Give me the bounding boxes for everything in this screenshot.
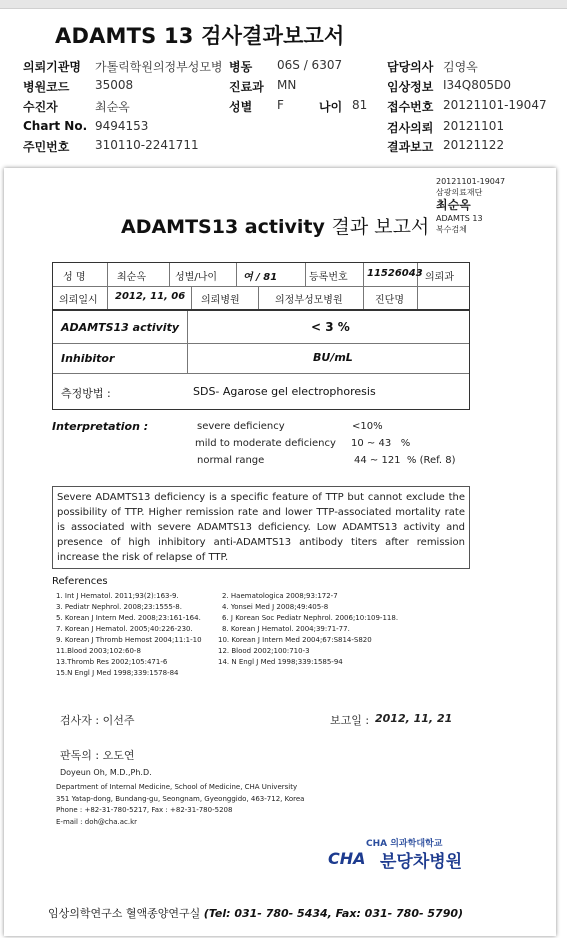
method-value: SDS- Agarose gel electrophoresis: [193, 385, 376, 398]
reference-item: 7. Korean J Hematol. 2005;40:226-230.: [56, 625, 193, 633]
phone-line: Phone : +82-31-780-5217, Fax : +82-31-780-5208: [56, 806, 233, 814]
reg-no-label: 등록번호: [309, 272, 348, 283]
label-sex: 성별: [229, 100, 253, 114]
university-name: CHA 의과학대학교: [366, 839, 443, 849]
reference-item: 11.Blood 2003;102:60-8: [56, 647, 141, 655]
reg-no-value: 11526043: [367, 268, 423, 279]
value-age: 81: [352, 98, 368, 112]
stamp-line-2: 삼광의료재단: [436, 188, 483, 197]
scan-title: [121, 212, 429, 239]
label-requesting-institution: 의뢰기관명: [23, 60, 81, 74]
clinical-note: Severe ADAMTS13 deficiency is a specific feature of TTP but cannot exclude the possibility of TTP. Higher remission rate and lower TTP-associated mortality rate is associated with severe ADAMTS13 deficiency. Low ADAMTS13 activity and presence of high inhibitory anti-ADAMTS13 antibody titers after remission increase the risk of relapse of TTP.: [52, 486, 470, 569]
stamp-line-5: 복수검체: [436, 225, 467, 234]
scanned-report-image: [4, 168, 556, 936]
report-date-value: 2012, 11, 21: [375, 712, 453, 725]
hospital-name: 분당차병원: [380, 852, 463, 872]
scan-title-ko: 결과 보고서: [331, 216, 430, 238]
value-sex: F: [277, 98, 284, 112]
interp-severe-value: <10%: [352, 421, 383, 432]
interpretation-title: Interpretation :: [52, 420, 149, 433]
reference-item: 10. Korean J Intern Med 2004;67:S814-S820: [218, 636, 372, 644]
activity-value: < 3 %: [311, 320, 350, 334]
request-date-label: 의뢰일시: [59, 295, 98, 306]
report-date-label: 보고일 :: [330, 714, 370, 727]
value-result-report: 20121122: [443, 138, 505, 152]
stamp-line-4: ADAMTS 13: [436, 214, 483, 223]
cha-logo-icon: CHA: [328, 849, 366, 868]
value-physician: 김영옥: [443, 60, 478, 74]
label-hospital-code: 병원코드: [23, 80, 70, 94]
value-test-request: 20121101: [443, 119, 505, 133]
value-resident-number: 310110-2241711: [95, 138, 199, 152]
reference-item: 14. N Engl J Med 1998;339:1585-94: [218, 658, 343, 666]
label-patient: 수진자: [23, 100, 58, 114]
tester: 검사자 : 이선주: [60, 714, 135, 727]
lab-stamp: [436, 176, 505, 235]
label-department: 진료과: [229, 80, 264, 94]
interp-normal-value: 44 ~ 121 % (Ref. 8): [354, 455, 456, 466]
label-age: 나이: [319, 100, 343, 114]
doctor-name: Doyeun Oh, M.D.,Ph.D.: [60, 768, 152, 777]
footer-lab: 임상의학연구소 혈액종양연구실: [48, 907, 201, 920]
label-result-report: 결과보고: [387, 140, 434, 154]
label-chart-no: Chart No.: [23, 119, 88, 133]
reference-item: 1. Int J Hematol. 2011;93(2):163-9.: [56, 592, 179, 600]
label-ward: 병동: [229, 60, 253, 74]
sex-age-value: 여 / 81: [243, 272, 278, 283]
label-clinical-info: 임상정보: [387, 80, 434, 94]
result-table: [52, 310, 470, 410]
reference-item: 4. Yonsei Med J 2008;49:405-8: [222, 603, 329, 611]
label-receipt-number: 접수번호: [387, 100, 434, 114]
stamp-line-3: 최순옥: [436, 198, 471, 212]
inhibitor-label: Inhibitor: [61, 352, 115, 365]
report-title: ADAMTS 13 검사결과보고서: [55, 24, 345, 48]
reference-item: 12. Blood 2002;100:710-3: [218, 647, 310, 655]
inhibitor-value: BU/mL: [313, 351, 353, 364]
diagnosis-label: 진단명: [375, 295, 404, 306]
request-hospital-value: 의정부성모병원: [275, 295, 343, 306]
value-hospital-code: 35008: [95, 78, 134, 92]
value-chart-no: 9494153: [95, 119, 149, 133]
email-line: E-mail : doh@cha.ac.kr: [56, 818, 138, 826]
request-date-value: 2012, 11, 06: [115, 291, 186, 302]
request-hospital-label: 의뢰병원: [201, 295, 240, 306]
value-department: MN: [277, 78, 297, 92]
reference-item: 3. Pediatr Nephrol. 2008;23:1555-8.: [56, 603, 182, 611]
sex-age-label: 성별/나이: [175, 272, 218, 283]
stamp-line-1: 20121101-19047: [436, 177, 506, 186]
dept-label: 의뢰과: [425, 272, 454, 283]
reading-physician: 판독의 : 오도연: [60, 749, 135, 762]
footer-contact: (Tel: 031- 780- 5434, Fax: 031- 780- 5790): [203, 907, 464, 920]
value-patient: 최순옥: [95, 100, 130, 114]
name-label: 성 명: [63, 272, 86, 283]
reference-item: 9. Korean J Thromb Hemost 2004;11:1-10: [56, 636, 202, 644]
value-receipt-number: 20121101-19047: [443, 98, 547, 112]
interp-severe-label: severe deficiency: [197, 421, 285, 432]
patient-info-table: [52, 262, 470, 310]
reference-item: 5. Korean J Intern Med. 2008;23:161-164.: [56, 614, 201, 622]
scan-title-en: ADAMTS13 activity: [121, 216, 325, 238]
address-line: 351 Yatap-dong, Bundang-gu, Seongnam, Gyeonggido, 463-712, Korea: [56, 795, 305, 803]
label-test-request: 검사의뢰: [387, 121, 434, 135]
department-line: Department of Internal Medicine, School of Medicine, CHA University: [56, 783, 298, 791]
label-resident-number: 주민번호: [23, 140, 70, 154]
value-ward: 06S / 6307: [277, 58, 343, 72]
method-label: 측정방법 :: [61, 387, 111, 400]
name-value: 최순옥: [117, 272, 146, 283]
label-physician: 담당의사: [387, 60, 434, 74]
interp-mild-value: 10 ~ 43 %: [351, 438, 411, 449]
footer: [48, 905, 463, 921]
window-top-bar: [0, 0, 567, 9]
reference-item: 2. Haematologica 2008;93:172-7: [222, 592, 338, 600]
value-clinical-info: I34Q805D0: [443, 78, 512, 92]
interp-normal-label: normal range: [197, 455, 265, 466]
references-title: References: [52, 576, 108, 587]
activity-label: ADAMTS13 activity: [61, 321, 180, 334]
reference-item: 15.N Engl J Med 1998;339:1578-84: [56, 669, 179, 677]
reference-item: 6. J Korean Soc Pediatr Nephrol. 2006;10:109-118.: [222, 614, 399, 622]
interp-mild-label: mild to moderate deficiency: [195, 438, 336, 449]
reference-item: 8. Korean J Hematol. 2004;39:71-77.: [222, 625, 350, 633]
reference-item: 13.Thromb Res 2002;105:471-6: [56, 658, 168, 666]
value-requesting-institution: 가톨릭학원의정부성모병: [95, 60, 223, 74]
